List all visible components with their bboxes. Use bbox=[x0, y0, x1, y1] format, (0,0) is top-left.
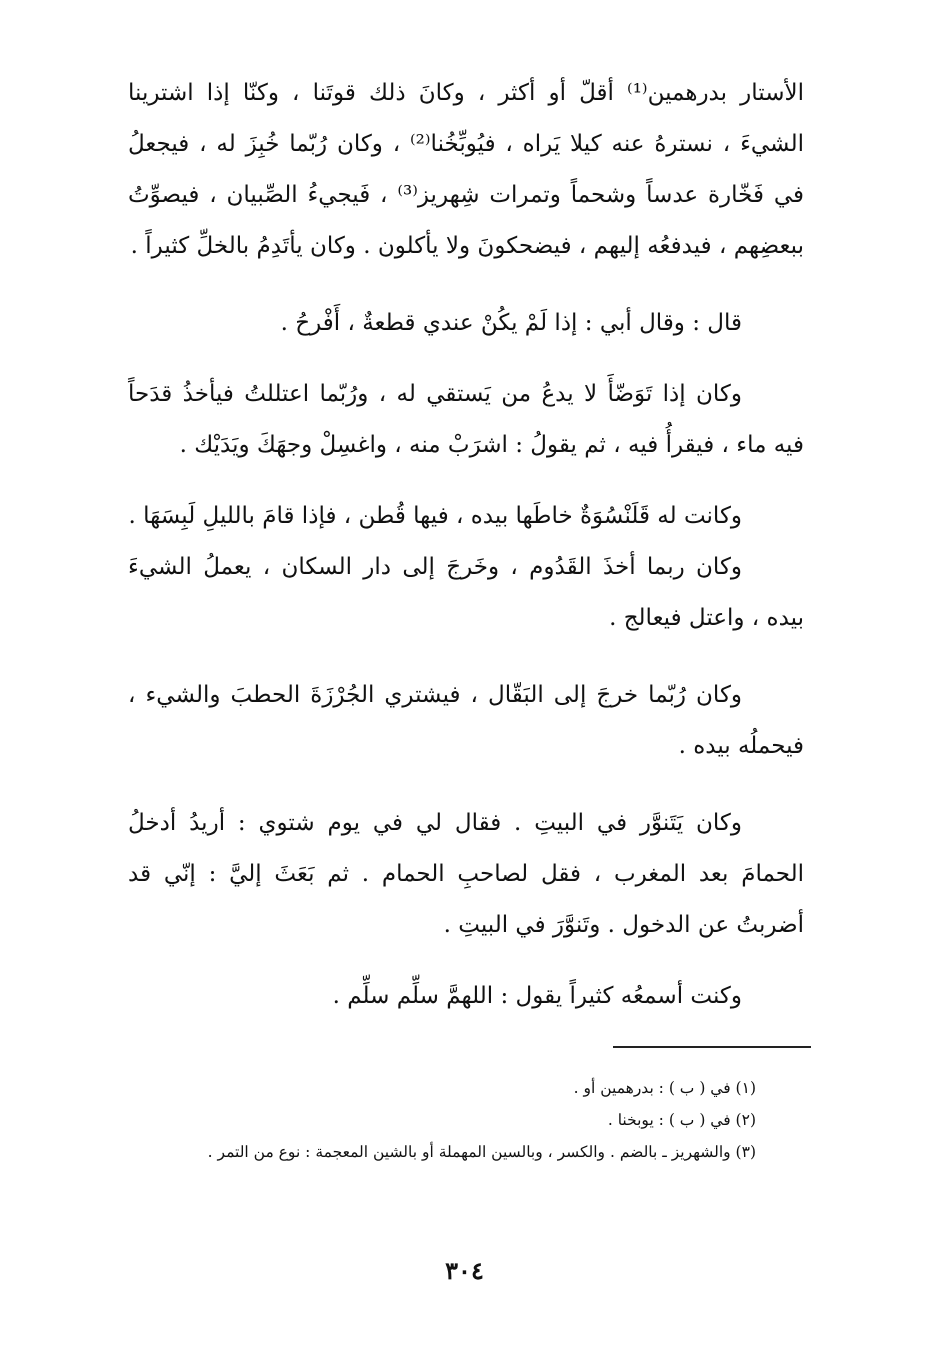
paragraph-4: وكانت له قَلَنْسُوَةٌ خاطَها بيده ، فيها قُطن ، فإذا قامَ بالليلِ لَبِسَهَا . bbox=[128, 503, 742, 529]
paragraph-7: وكان يَتَنوَّر في البيتِ . فقال لي في يوم شتوي : أريدُ أدخلُ الحمامَ بعد المغرب ، فقل لصاحبِ الحمام . ثم بَعَثَ إليَّ : إنّي قد أضربتُ عن الدخول . وتَنوَّرَ في البيتِ . bbox=[128, 810, 804, 938]
footnote-3: (٣) والشهريز ـ بالضم . والكسر ، وبالسين المهملة أو بالشين المعجمة : نوع من التمر . bbox=[207, 1143, 756, 1161]
paragraph-2: قال : وقال أبي : إذا لَمْ يكُنْ عندي قطعةٌ ، أَفْرحُ . bbox=[280, 310, 742, 336]
paragraph-3: وكان إذا تَوَضّأَ لا يدعُ من يَستقي له ، ورُبّما اعتللتُ فيأخذُ قدَحاً فيه ماء ، فيقرأُ فيه ، ثم يقولُ : اشرَبْ منه ، واغسِلْ وجهَكَ ويَدَيْك . bbox=[128, 381, 804, 458]
paragraph-5: وكان ربما أخذَ القَدُوم ، وخَرجَ إلى دار السكان ، يعملُ الشيءَ بيده ، واعتل فيعالج . bbox=[128, 554, 804, 631]
footnote-divider bbox=[613, 1046, 811, 1048]
paragraph-1: الأستار بدرهمين⁽¹⁾ أقلّ أو أكثر ، وكانَ ذلك قوتَنا ، وكنّا إذا اشترينا الشيءَ ، نسترهُ عنه كيلا يَراه ، فيُوبِّخُنا⁽²⁾ ، وكان رُبّما خُبِزَ له ، فيجعلُ في فَخّارة عدساً وشحماً وتمرات شِهريز⁽³⁾ ، فَيجيءُ الصِّبيان ، فيصوِّتُ ببعضِهم ، فيدفعُه إليهم ، فيضحكونَ ولا يأكلون . وكان يأتَدِمُ بالخلِّ كثيراً . bbox=[128, 80, 804, 259]
paragraph-6: وكان رُبّما خرجَ إلى البَقّال ، فيشتري الجُرْزَةَ الحطبَ والشيء ، فيحملُه بيده . bbox=[128, 682, 804, 759]
paragraph-8: وكنت أسمعُه كثيراً يقول : اللهمَّ سلِّم سلِّم . bbox=[332, 983, 742, 1009]
footnotes bbox=[128, 1072, 804, 1168]
footnote-2: (٢) في ( ب ) : يوبخنا . bbox=[607, 1111, 756, 1129]
main-text bbox=[128, 68, 804, 1022]
footnote-1: (١) في ( ب ) : بدرهمين أو . bbox=[573, 1079, 756, 1097]
page-number: ٣٠٤ bbox=[445, 1256, 484, 1285]
